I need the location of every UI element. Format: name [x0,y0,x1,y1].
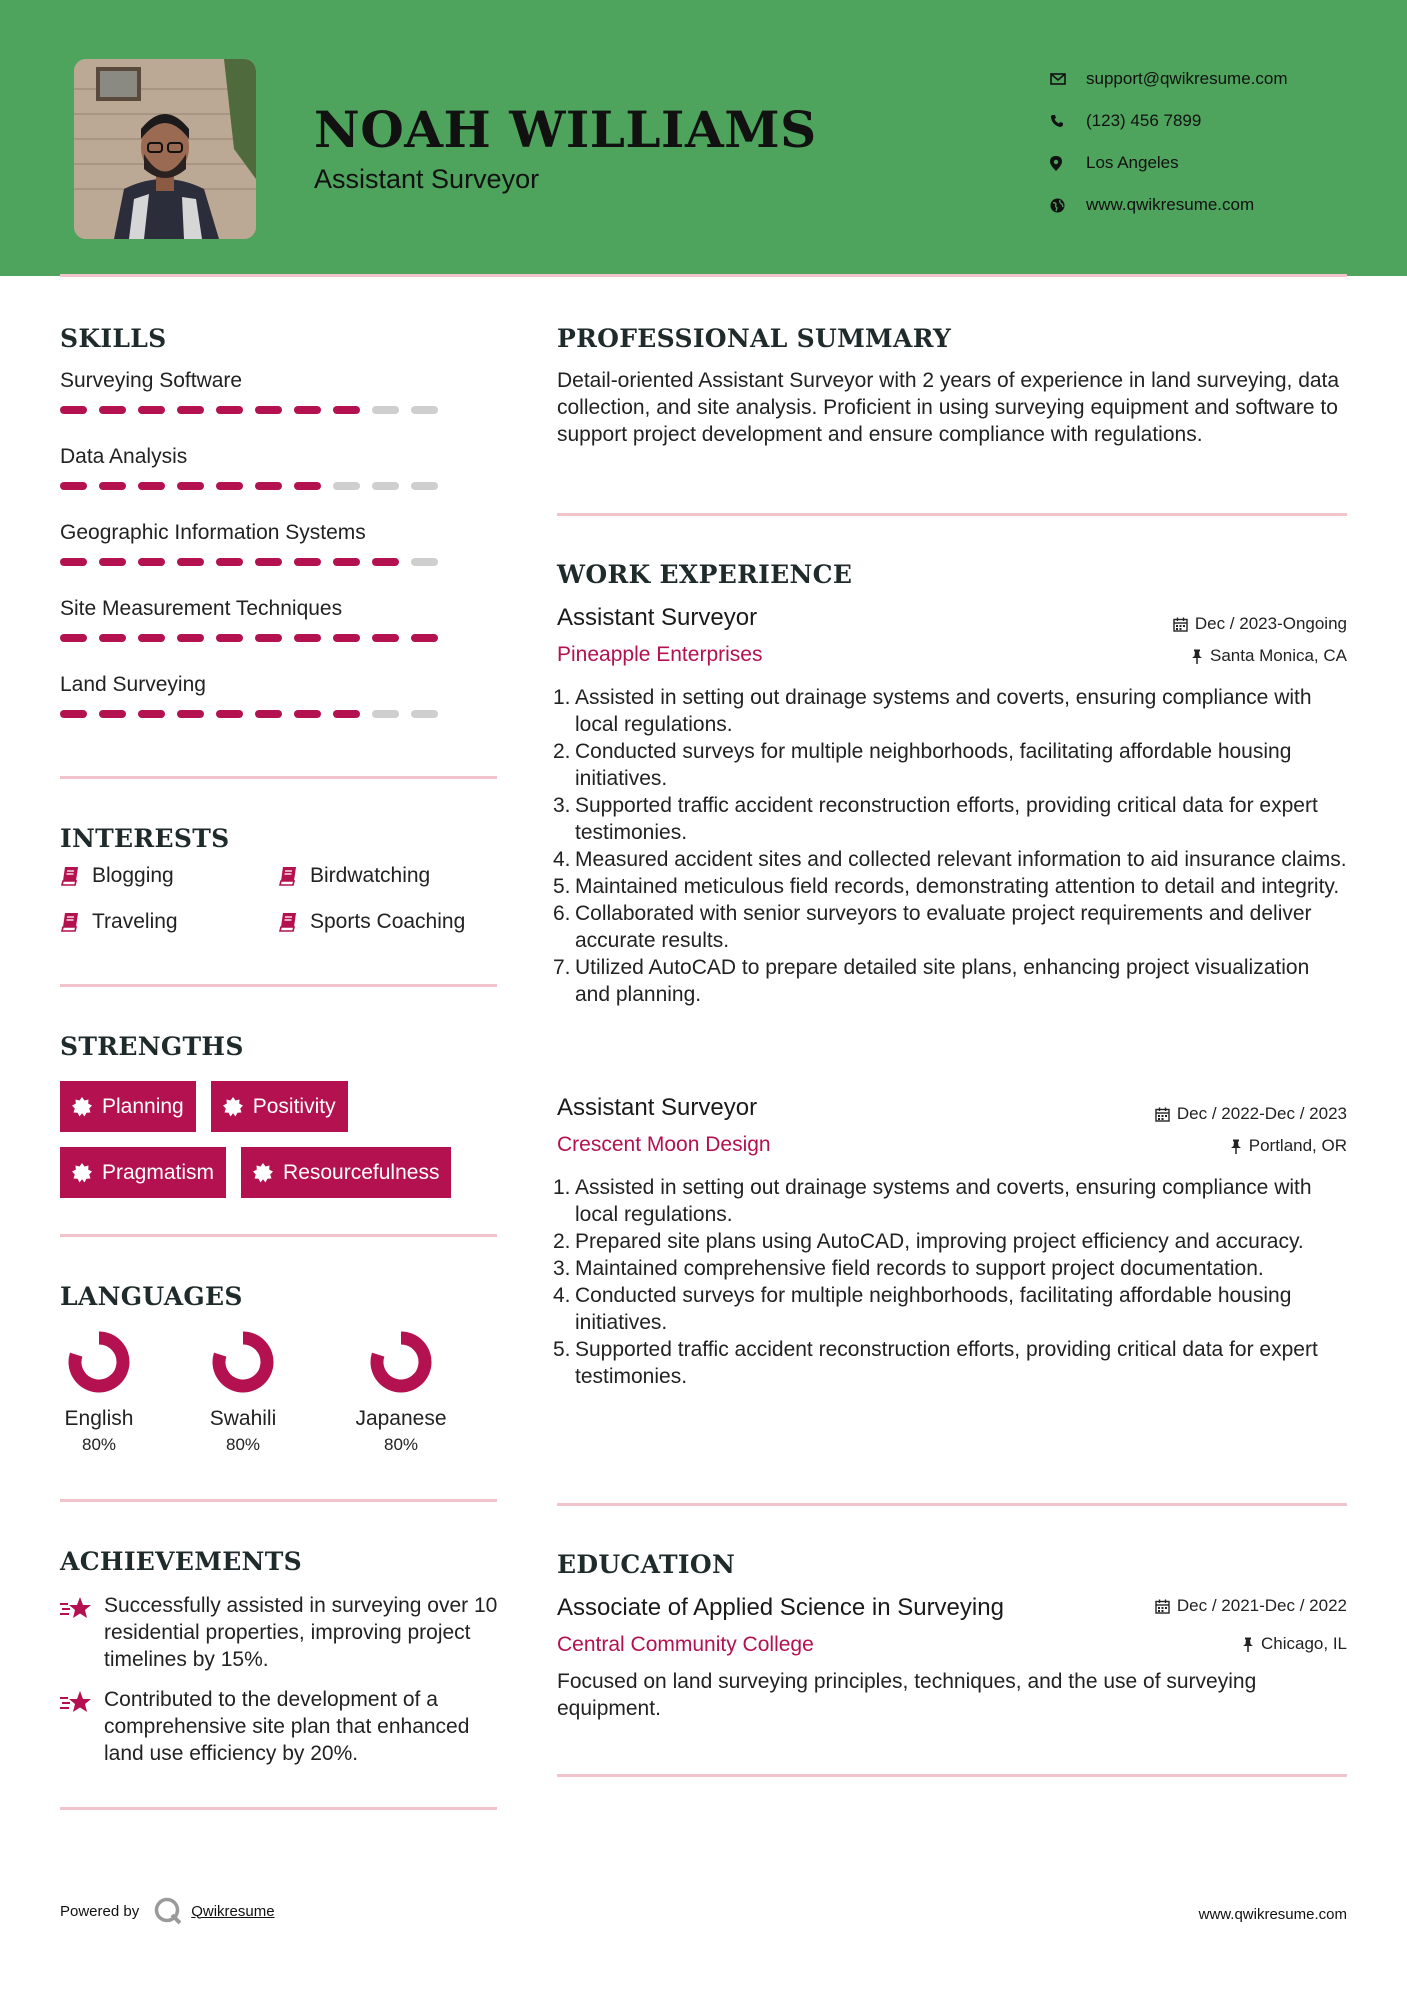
duty-item [553,738,1347,792]
calendar-icon [1173,617,1188,632]
duty-item [553,684,1347,738]
skill-label: Geographic Information Systems [60,521,366,544]
interest-item [278,863,498,889]
badge-icon [72,1097,92,1117]
skill-level-dot [138,558,165,566]
duty-item [553,1255,1347,1282]
footer-powered-by [60,1896,275,1926]
job-title: Assistant Surveyor [557,604,758,631]
language-level-ring [211,1330,275,1394]
skill-level-dot [411,634,438,642]
skill-level-bar [60,482,460,490]
skill-item [60,366,460,414]
duty-text: Maintained meticulous field records, demonstrating attention to detail and integrity. [575,875,1340,898]
skill-item [60,594,460,642]
duty-text: Prepared site plans using AutoCAD, improving project efficiency and accuracy. [575,1230,1304,1253]
skill-level-dot [177,406,204,414]
skill-level-dot [294,406,321,414]
contact-list [1050,58,1288,226]
job-location-text: Santa Monica, CA [1209,646,1347,665]
achievements-heading: ACHIEVEMENTS [60,1547,302,1576]
interest-item [278,909,498,935]
skill-level-dot [99,634,126,642]
skill-level-dot [138,634,165,642]
candidate-title: Assistant Surveyor [314,164,540,194]
contact-website[interactable] [1050,184,1288,226]
footer-website[interactable]: www.qwikresume.com [1198,1906,1347,1923]
skill-level-dot [216,558,243,566]
job-dates-text: Dec / 2022-Dec / 2023 [1176,1104,1347,1123]
globe-icon [1050,198,1086,213]
powered-by-label: Powered by [60,1902,140,1920]
job-location [1230,1136,1347,1156]
job-location-text: Portland, OR [1248,1136,1347,1155]
job-duties [553,684,1347,1008]
skill-level-dot [372,482,399,490]
duty-item [553,900,1347,954]
contact-location [1050,142,1288,184]
achievement-text: Contributed to the development of a comprehensive site plan that enhanced land use efficiency by 20%. [104,1688,470,1765]
duty-number: 4. [553,1284,571,1307]
skill-level-dot [177,634,204,642]
skill-level-dot [99,558,126,566]
strength-label: Resourcefulness [283,1160,440,1184]
badge-icon [72,1163,92,1183]
company-name: Pineapple Enterprises [557,643,763,666]
achievement-item [60,1686,500,1767]
skill-level-dot [60,710,87,718]
skill-level-dot [294,634,321,642]
skill-item [60,442,460,490]
pushpin-icon [1191,649,1203,664]
skill-level-dot [255,634,282,642]
profile-photo [74,59,256,239]
duty-number: 4. [553,848,571,871]
language-item [346,1330,456,1455]
skill-level-dot [177,710,204,718]
language-name: English [64,1407,134,1430]
education-dates-text: Dec / 2021-Dec / 2022 [1176,1596,1347,1615]
skill-level-dot [60,634,87,642]
skill-label: Surveying Software [60,369,243,392]
duty-text: Utilized AutoCAD to prepare detailed site plans, enhancing project visualization and planning. [575,956,1310,1006]
duty-number: 6. [553,902,571,925]
interest-item [60,863,278,889]
skill-level-dot [411,406,438,414]
duty-item [553,873,1347,900]
degree-title: Associate of Applied Science in Surveying [557,1594,1004,1621]
skill-level-dot [255,558,282,566]
skill-level-dot [411,710,438,718]
skill-label: Land Surveying [60,673,206,696]
duty-text: Measured accident sites and collected relevant information to aid insurance claims. [575,848,1347,871]
languages-heading: LANGUAGES [60,1282,243,1311]
job-location [1191,646,1347,666]
language-level-ring [369,1330,433,1394]
contact-website-text: www.qwikresume.com [1086,195,1255,214]
duty-number: 5. [553,875,571,898]
interest-label: Blogging [92,864,174,887]
skill-level-dot [60,558,87,566]
book-icon [60,912,80,932]
contact-email-text: support@qwikresume.com [1086,69,1288,88]
pushpin-icon [1230,1139,1242,1154]
skill-level-bar [60,406,460,414]
strength-label: Positivity [252,1094,336,1118]
language-percent: 80% [383,1435,419,1454]
strength-tag [241,1147,451,1198]
interests-divider [60,984,497,987]
star-icon [60,1592,104,1673]
skill-level-dot [294,482,321,490]
skill-level-dot [333,558,360,566]
education-description: Focused on land surveying principles, techniques, and the use of surveying equipment. [557,1670,1257,1720]
education-location [1242,1634,1347,1654]
summary-heading: PROFESSIONAL SUMMARY [557,324,952,353]
duty-number: 7. [553,956,571,979]
job-dates-text: Dec / 2023-Ongoing [1194,614,1347,633]
skill-label: Site Measurement Techniques [60,597,343,620]
strengths-heading: STRENGTHS [60,1032,244,1061]
pushpin-icon [1242,1637,1254,1652]
duty-number: 1. [553,686,571,709]
badge-icon [253,1163,273,1183]
duty-text: Supported traffic accident reconstruction efforts, providing critical data for expert testimonies. [575,1338,1318,1388]
book-icon [60,866,80,886]
language-name: Japanese [355,1407,447,1430]
experience-heading: WORK EXPERIENCE [557,560,853,589]
duty-number: 3. [553,794,571,817]
interest-item [60,909,278,935]
education-heading: EDUCATION [557,1550,736,1579]
duty-number: 2. [553,1230,571,1253]
skill-level-dot [60,406,87,414]
skill-level-dot [99,482,126,490]
map-marker-icon [1050,156,1086,171]
contact-email[interactable] [1050,58,1288,100]
skill-level-dot [216,406,243,414]
achievement-text: Successfully assisted in surveying over 10 residential properties, improving project timelines by 15%. [104,1594,498,1671]
job-dates [1155,1104,1347,1124]
skill-level-dot [177,482,204,490]
education-divider [557,1774,1347,1777]
duty-item [553,1282,1347,1336]
duty-number: 3. [553,1257,571,1280]
interests-list [60,863,500,935]
strength-label: Planning [102,1094,184,1118]
skill-level-dot [216,710,243,718]
duty-text: Conducted surveys for multiple neighborhoods, facilitating affordable housing initiatives. [575,740,1292,790]
duty-item [553,954,1347,1008]
skill-level-dot [138,406,165,414]
profile-photo-image [74,59,256,239]
language-percent: 80% [225,1435,261,1454]
skill-level-dot [60,482,87,490]
strength-tag [211,1081,348,1132]
achievement-item [60,1592,500,1673]
skill-level-dot [255,710,282,718]
skills-divider [60,776,497,779]
duty-number: 1. [553,1176,571,1199]
star-icon [60,1686,104,1767]
skill-level-dot [294,710,321,718]
duty-item [553,846,1347,873]
contact-phone[interactable] [1050,100,1288,142]
header-divider [60,274,1347,277]
company-name: Crescent Moon Design [557,1133,771,1156]
duty-text: Assisted in setting out drainage systems and coverts, ensuring compliance with local regulations. [575,1176,1312,1226]
languages-divider [60,1499,497,1502]
skill-level-dot [411,482,438,490]
strength-tag [60,1147,226,1198]
language-name: Swahili [209,1407,277,1430]
job-duties [553,1174,1347,1390]
skill-level-dot [138,482,165,490]
interest-label: Traveling [92,910,178,933]
skill-level-dot [177,558,204,566]
experience-divider [557,1503,1347,1506]
qwikresume-link[interactable]: Qwikresume [191,1902,275,1920]
phone-icon [1050,114,1086,128]
book-icon [278,866,298,886]
language-level-arc [75,1338,123,1386]
calendar-icon [1155,1107,1170,1122]
skill-item [60,670,460,718]
language-item [44,1330,154,1455]
skill-level-dot [333,482,360,490]
duty-item [553,1174,1347,1228]
duty-text: Maintained comprehensive field records to support project documentation. [575,1257,1264,1280]
badge-icon [223,1097,243,1117]
language-percent: 80% [81,1435,117,1454]
contact-phone-text: (123) 456 7899 [1086,111,1202,130]
interest-label: Birdwatching [310,864,431,887]
language-level-arc [219,1338,267,1386]
duty-number: 5. [553,1338,571,1361]
skill-level-dot [216,482,243,490]
school-name: Central Community College [557,1633,814,1656]
interests-heading: INTERESTS [60,824,230,853]
skill-level-dot [255,482,282,490]
envelope-icon [1050,73,1086,85]
language-level-arc [377,1338,425,1386]
duty-item [553,792,1347,846]
contact-location-text: Los Angeles [1086,153,1179,172]
skill-level-dot [255,406,282,414]
education-dates [1155,1596,1347,1616]
skills-heading: SKILLS [60,324,167,353]
summary-divider [557,513,1347,516]
duty-number: 2. [553,740,571,763]
skill-level-dot [333,634,360,642]
education-location-text: Chicago, IL [1261,1634,1347,1653]
candidate-name: NOAH WILLIAMS [314,100,817,159]
duty-item [553,1336,1347,1390]
skill-item [60,518,460,566]
skill-level-dot [372,558,399,566]
duty-text: Assisted in setting out drainage systems and coverts, ensuring compliance with local regulations. [575,686,1312,736]
skill-level-dot [372,406,399,414]
skill-level-dot [333,710,360,718]
calendar-icon [1155,1599,1170,1614]
skill-level-dot [99,710,126,718]
skill-level-dot [138,710,165,718]
duty-text: Supported traffic accident reconstruction efforts, providing critical data for expert testimonies. [575,794,1318,844]
duty-text: Conducted surveys for multiple neighborhoods, facilitating affordable housing initiatives. [575,1284,1292,1334]
job-dates [1173,614,1347,634]
job-title: Assistant Surveyor [557,1094,758,1121]
skill-level-dot [372,710,399,718]
strengths-list [60,1081,500,1198]
language-level-ring [67,1330,131,1394]
qwikresume-logo-icon [153,1896,183,1926]
interest-label: Sports Coaching [310,910,466,933]
skill-level-dot [372,634,399,642]
skill-level-dot [216,634,243,642]
duty-text: Collaborated with senior surveyors to evaluate project requirements and deliver accurate results. [575,902,1312,952]
resume-header [0,0,1407,276]
duty-item [553,1228,1347,1255]
achievements-divider [60,1807,497,1810]
skill-level-dot [294,558,321,566]
strength-tag [60,1081,196,1132]
skill-level-bar [60,710,460,718]
language-item [188,1330,298,1455]
skill-label: Data Analysis [60,445,188,468]
skill-level-dot [411,558,438,566]
summary-text: Detail-oriented Assistant Surveyor with 2 years of experience in land surveying, data collection, and site analysis. Proficient in using surveying equipment and software to support project development and ensure compliance with regulations. [557,369,1340,446]
strengths-divider [60,1234,497,1237]
book-icon [278,912,298,932]
skill-level-bar [60,558,460,566]
skill-level-bar [60,634,460,642]
strength-label: Pragmatism [102,1160,215,1184]
skill-level-dot [99,406,126,414]
skill-level-dot [333,406,360,414]
